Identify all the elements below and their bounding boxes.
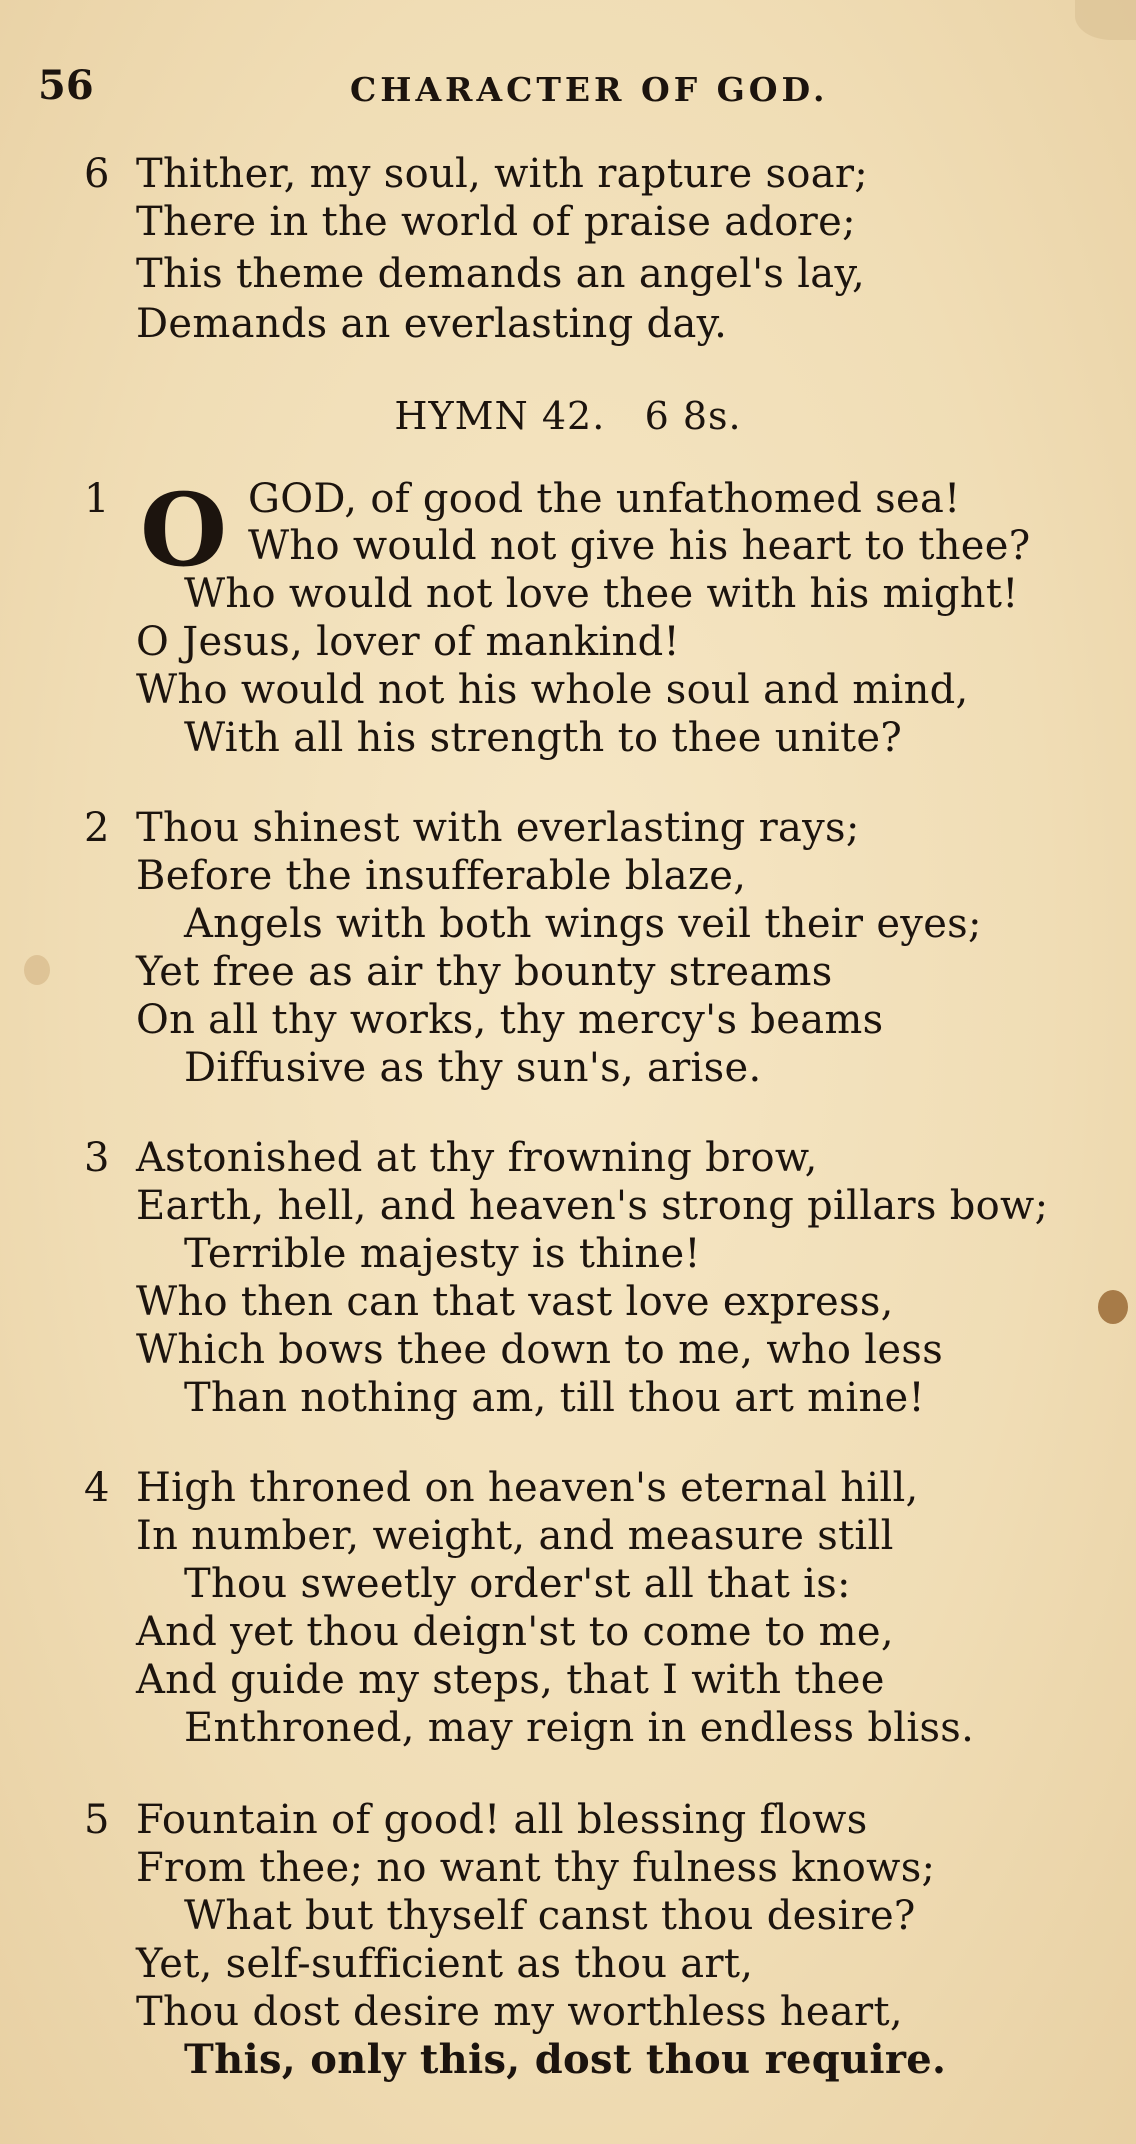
hymn-number: HYMN 42. — [394, 394, 606, 438]
paper-stain — [1075, 0, 1136, 40]
verse-line: Yet free as air thy bounty streams — [136, 949, 833, 995]
verse-line: Terrible majesty is thine! — [184, 1231, 701, 1277]
verse-line: There in the world of praise adore; — [136, 199, 856, 245]
verse-line: Earth, hell, and heaven's strong pillars bow; — [136, 1183, 1049, 1229]
verse-line: Demands an everlasting day. — [136, 301, 728, 347]
verse-line: Before the insufferable blaze, — [136, 853, 747, 899]
verse-line: Than nothing am, till thou art mine! — [184, 1375, 925, 1421]
verse-line: And yet thou deign'st to come to me, — [136, 1609, 894, 1655]
verse-line: Thou shinest with everlasting rays; — [136, 805, 860, 851]
ink-blot — [1098, 1290, 1128, 1324]
verse-line: On all thy works, thy mercy's beams — [136, 997, 884, 1043]
verse-line: With all his strength to thee unite? — [184, 715, 903, 761]
verse-line: Yet, self-sufficient as thou art, — [136, 1941, 754, 1987]
hymn-meter: 6 8s. — [644, 394, 742, 438]
verse-number: 5 — [84, 1797, 110, 1843]
running-head — [38, 62, 1098, 118]
verse-line: O Jesus, lover of mankind! — [136, 619, 680, 665]
verse-line: Who would not his whole soul and mind, — [136, 667, 969, 713]
verse-line: Who then can that vast love express, — [136, 1279, 894, 1325]
verse-line: Who would not give his heart to thee? — [248, 523, 1031, 569]
verse-line: Who would not love thee with his might! — [184, 571, 1019, 617]
verse-line: Thou dost desire my worthless heart, — [136, 1989, 903, 2035]
verse-line: This, only this, dost thou require. — [184, 2036, 947, 2083]
verse-number: 6 — [84, 151, 110, 197]
verse-number: 2 — [84, 805, 110, 851]
hymn-heading — [0, 392, 1136, 440]
verse-line: GOD, of good the unfathomed sea! — [248, 476, 961, 522]
verse-line: And guide my steps, that I with thee — [136, 1657, 885, 1703]
page-title: CHARACTER OF GOD. — [350, 70, 829, 109]
verse-line: What but thyself canst thou desire? — [184, 1893, 916, 1939]
verse-line: From thee; no want thy fulness knows; — [136, 1845, 936, 1891]
verse-line: Fountain of good! all blessing flows — [136, 1797, 868, 1843]
verse-number: 4 — [84, 1465, 110, 1511]
paper-stain — [24, 955, 50, 985]
verse-line: This theme demands an angel's lay, — [136, 251, 866, 297]
page-number: 56 — [38, 62, 94, 109]
verse-line: High throned on heaven's eternal hill, — [136, 1465, 919, 1511]
verse-line: Thou sweetly order'st all that is: — [184, 1561, 851, 1607]
verse-number: 1 — [84, 476, 110, 522]
verse-line: Angels with both wings veil their eyes; — [184, 901, 982, 947]
drop-cap: O — [140, 471, 228, 589]
verse-line: Diffusive as thy sun's, arise. — [184, 1045, 762, 1091]
verse-line: Thither, my soul, with rapture soar; — [136, 151, 869, 197]
verse-line: Which bows thee down to me, who less — [136, 1327, 944, 1373]
verse-number: 3 — [84, 1135, 110, 1181]
verse-line: In number, weight, and measure still — [136, 1513, 894, 1559]
verse-line: Astonished at thy frowning brow, — [136, 1135, 818, 1181]
verse-line: Enthroned, may reign in endless bliss. — [184, 1705, 975, 1751]
